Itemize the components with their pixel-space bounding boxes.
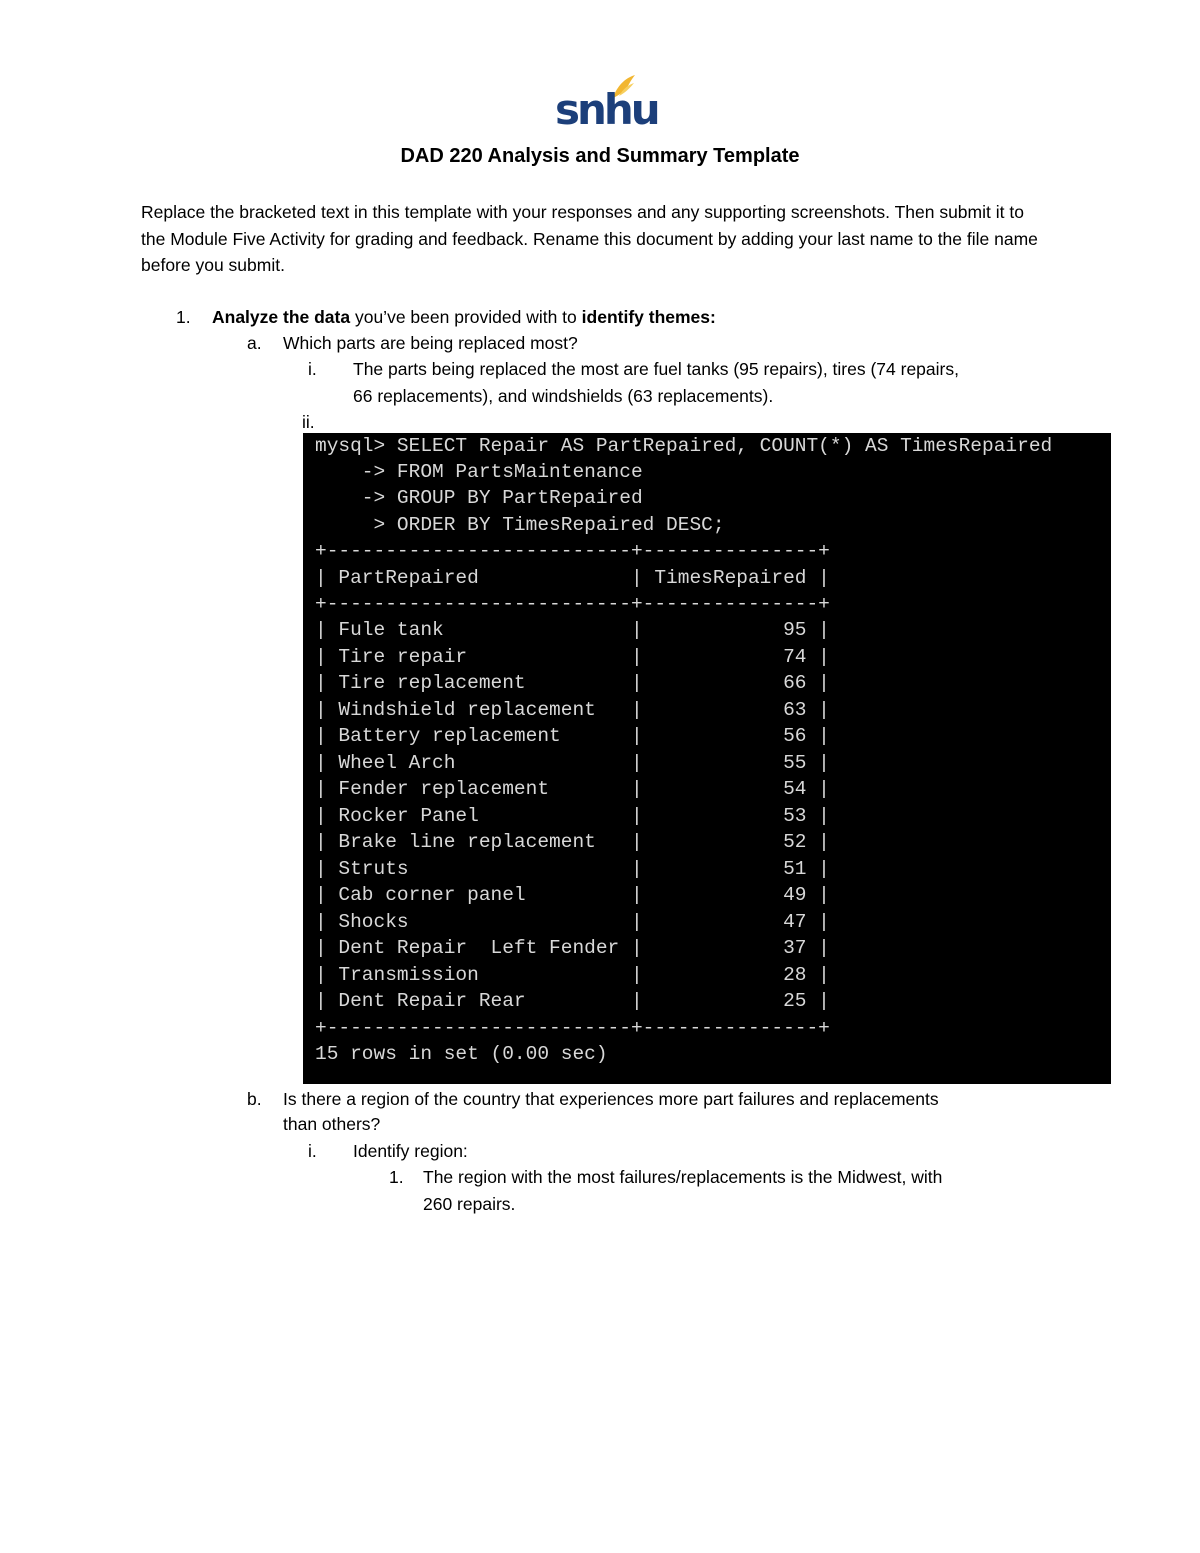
page-title: DAD 220 Analysis and Summary Template xyxy=(400,145,800,167)
mysql-terminal-screenshot xyxy=(303,433,1111,1084)
table-border: +--------------------------+---------------+ xyxy=(315,593,830,615)
table-row: | Cab corner panel | 49 | xyxy=(315,884,830,906)
item-b-1-answer-line-1: The region with the most failures/replacements is the Midwest, with xyxy=(423,1167,943,1187)
table-row: | Fule tank | 95 | xyxy=(315,619,830,641)
item-b-1-answer-line-2: 260 repairs. xyxy=(423,1194,516,1214)
logo-text: snhu xyxy=(555,85,658,134)
table-row: | Dent Repair Rear | 25 | xyxy=(315,990,830,1012)
item-a-i-marker: i. xyxy=(308,359,317,379)
table-row: | Wheel Arch | 55 | xyxy=(315,752,830,774)
table-row: | Tire repair | 74 | xyxy=(315,646,830,668)
table-row: | Transmission | 28 | xyxy=(315,964,830,986)
table-row: | Fender replacement | 54 | xyxy=(315,778,830,800)
item-b-question-line-2: than others? xyxy=(283,1114,381,1134)
table-row: | Battery replacement | 56 | xyxy=(315,725,830,747)
table-row: | Rocker Panel | 53 | xyxy=(315,805,830,827)
item-b-marker: b. xyxy=(247,1089,262,1109)
table-row: | Shocks | 47 | xyxy=(315,911,830,933)
query-line: -> FROM PartsMaintenance xyxy=(315,461,643,483)
item-b-question-line-1: Is there a region of the country that experiences more part failures and replacements xyxy=(283,1089,939,1109)
query-line: > ORDER BY TimesRepaired DESC; xyxy=(315,514,725,536)
item-b-i-marker: i. xyxy=(308,1141,317,1161)
item-1-bold-2: identify themes: xyxy=(581,307,716,327)
item-a-ii-marker: ii. xyxy=(302,412,315,432)
table-row: | Windshield replacement | 63 | xyxy=(315,699,830,721)
query-line: -> GROUP BY PartRepaired xyxy=(315,487,643,509)
item-1-marker: 1. xyxy=(176,307,191,327)
intro-paragraph: Replace the bracketed text in this template with your responses and any supporting screenshots. Then submit it to the Module Five Activity for grading and feedback. Rename this document by adding your last name to the file name before you submit. xyxy=(141,202,1038,275)
table-header: | PartRepaired | TimesRepaired | xyxy=(315,567,830,589)
item-b-i-label: Identify region: xyxy=(353,1141,468,1161)
table-row: | Dent Repair Left Fender | 37 | xyxy=(315,937,830,959)
item-1-bold-1: Analyze the data xyxy=(212,307,351,327)
table-row: | Brake line replacement | 52 | xyxy=(315,831,830,853)
item-a-i-answer-line-2: 66 replacements), and windshields (63 replacements). xyxy=(353,386,774,406)
table-row: | Tire replacement | 66 | xyxy=(315,672,830,694)
item-a-question: Which parts are being replaced most? xyxy=(283,333,578,353)
item-a-marker: a. xyxy=(247,333,262,353)
item-a-i-answer-line-1: The parts being replaced the most are fuel tanks (95 repairs), tires (74 repairs, xyxy=(353,359,959,379)
snhu-logo xyxy=(555,72,658,134)
item-1-heading xyxy=(212,304,716,330)
item-b-1-marker: 1. xyxy=(389,1167,404,1187)
table-border: +--------------------------+---------------+ xyxy=(315,1017,830,1039)
item-1-text: you’ve been provided with to xyxy=(350,307,582,327)
table-row: | Struts | 51 | xyxy=(315,858,830,880)
result-footer: 15 rows in set (0.00 sec) xyxy=(315,1043,608,1065)
query-line: mysql> SELECT Repair AS PartRepaired, COUNT(*) AS TimesRepaired xyxy=(315,435,1053,457)
table-border: +--------------------------+---------------+ xyxy=(315,540,830,562)
